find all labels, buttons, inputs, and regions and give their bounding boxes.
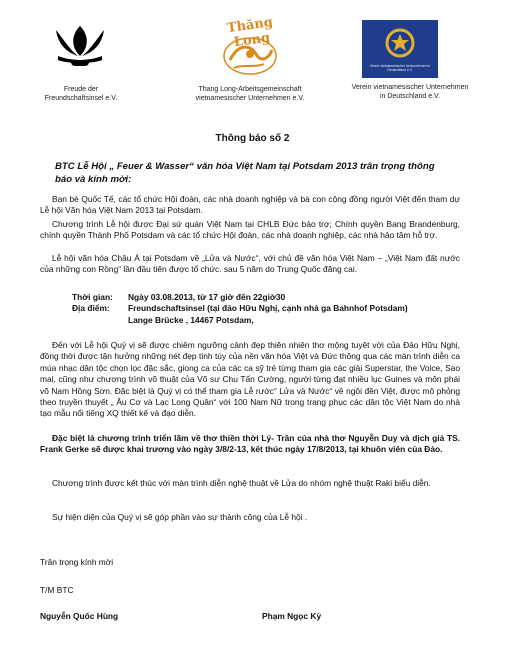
paragraph-6: Chương trình được kết thúc với màn trình diễn nghệ thuật về Lửa do nhóm nghệ thuật Raki biểu diễn.	[52, 478, 431, 488]
place-label: Địa điểm:	[72, 303, 110, 313]
time-label: Thời gian:	[72, 292, 113, 302]
paragraph-1: Bạn bè Quốc Tế, các tổ chức Hội đoàn, các nhà doanh nghiệp và bà con cộng đồng người Việt đến tham dự Lễ hội Văn hóa Việt Nam 2013 tại Potsdam.	[40, 194, 460, 216]
logo-center-title: Thăng Long	[226, 14, 274, 51]
paragraph-3: Lễ hội văn hóa Châu Á tại Potsdam về „Lửa và Nước“, với chủ đề văn hóa Việt Nam – „Việt Nam đất nước của những con Rồng“ lần đầu tiên được tổ chức. sau 5 năm do Trung Quốc đăng cai.	[40, 253, 460, 275]
logo-center-caption-2: vietnamesischer Unternehmen e.V.	[195, 94, 305, 102]
doc-title: Thông báo số 2	[215, 133, 290, 144]
doc-heading	[55, 160, 475, 186]
logo-center-caption-1: Thang Long-Arbeitsgemeinschaft	[198, 86, 302, 93]
place-value-2: Lange Brücke , 14467 Potsdam,	[128, 315, 254, 325]
logo-right-caption-1: Verein vietnamesischer Unternehmen	[351, 84, 469, 91]
org-line: T/M BTC	[40, 585, 74, 595]
paragraph-2: Chương trình Lễ hội được Đại sứ quán Việt Nam tại CHLB Đức bảo trợ; Chính quyền Bang Brandenburg, chính quyền Thành Phố Potsdam và các tổ chức Hội đoàn, các nhà doanh nghiệp, các nhà hảo tâm hỗ trợ.	[40, 219, 460, 241]
paragraph-7: Sự hiện diện của Quý vị sẽ góp phần vào sự thành công của Lễ hội .	[52, 512, 308, 522]
logo-left-caption-2: Freundschaftsinsel e.V.	[44, 94, 118, 102]
signature-left: Nguyễn Quốc Hùng	[40, 611, 119, 621]
doc-heading-line2: báo và kính mời:	[55, 174, 132, 185]
logo-right-badge	[362, 20, 438, 78]
time-row	[72, 292, 285, 303]
logo-vvud	[350, 20, 480, 110]
paragraph-4: Đến với Lễ hội Quý vị sẽ được chiêm ngưỡng cảnh đẹp thiên nhiên thơ mộng tuyệt vời của Đảo Hữu Nghị, đồng thời được tận hưởng những nét đẹp tinh túy của nền văn hóa Việt và Đức thông qua các màn trình diễn ca múa nhạc dân tộc chọn lọc đặc sắc, giong ca của các ca sỹ trẻ từng tham gia các giải Superstar, the Voice, Sao mai, cũng như chương trình võ thuật của Võ sư Chu Tấn Cường, người từng đạt nhiều lục Guines và môn phái võ Nam Hồng Sơn. Đặc biệt là Quý vị có thể tham gia Lễ rước“ Lửa và Nước“ về ngôi đền Việt, được mô phỏng theo truyền thuyết „ Âu Cơ và Lạc Long Quân“ với 100 Nam Nữ trong trang phục các dân tộc Việt Nam do nhà tạo mẫu nổi tiếng XQ thiết kế và đạo diễn.	[40, 340, 460, 419]
logo-left-caption-1: Freude der	[63, 86, 99, 93]
dragon-emblem-icon	[220, 34, 280, 78]
doc-heading-line1: BTC Lễ Hội „ Feuer & Wasser“ văn hóa Việt Nam tại Potsdam 2013 trân trọng thông	[55, 161, 435, 172]
star-moon-icon	[380, 26, 420, 60]
place-row	[72, 303, 408, 314]
logo-thang-long	[170, 10, 330, 110]
logo-right-caption-2: in Deutschland e.V.	[379, 92, 441, 100]
lotus-logo-icon	[50, 20, 110, 68]
place-value-1: Freundschaftsinsel (tại đảo Hữu Nghị, cạnh nhà ga Bahnhof Potsdam)	[128, 303, 408, 313]
logo-right-badge-text: Verein vietnamesischer Unternehmen in Deutschland e.V.	[369, 64, 431, 72]
closing-line: Trân trọng kính mời	[40, 557, 114, 567]
time-value: Ngày 03.08.2013, từ 17 giờ đến 22giờ30	[128, 292, 286, 302]
place-row-2	[72, 315, 254, 326]
logo-freude	[36, 18, 126, 108]
paragraph-5: Đặc biệt là chương trình triển lãm về thơ thiền thời Lý- Trần của nhà thơ Nguyễn Duy và dịch giả TS. Frank Gerke sẽ được khai trương vào ngày 3/8/2-13, kết thúc ngày 17/8/2013, tại khuôn viên của Đảo.	[40, 433, 460, 455]
signature-right: Phạm Ngọc Kỳ	[262, 611, 322, 621]
